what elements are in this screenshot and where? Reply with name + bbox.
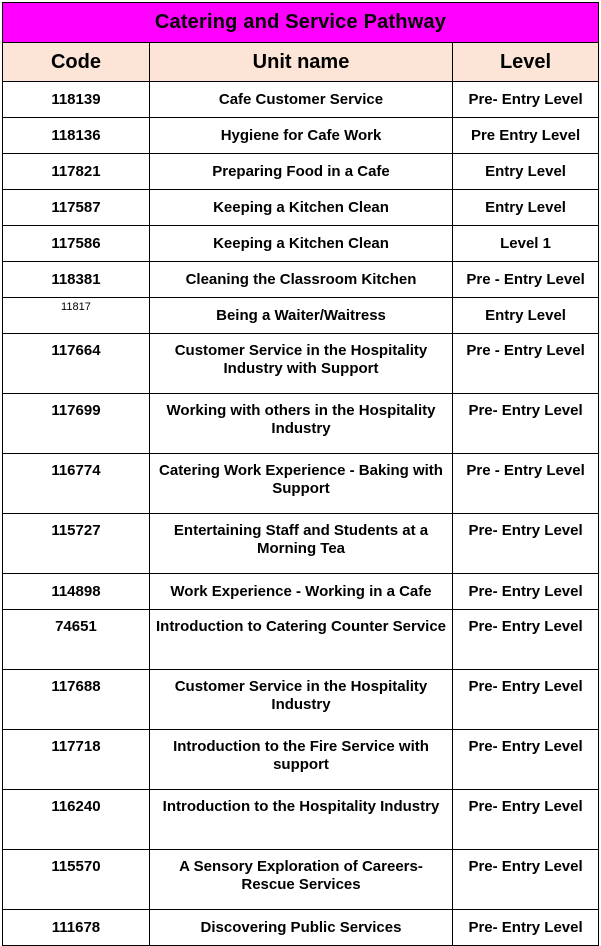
level-cell: Pre- Entry Level [453,394,599,454]
level-cell: Entry Level [453,190,599,226]
table-row [3,394,599,454]
table-row [3,850,599,910]
header-row [3,43,599,82]
table-title: Catering and Service Pathway [3,3,599,43]
code-cell: 111678 [3,910,150,946]
table-row [3,298,599,334]
level-cell: Pre- Entry Level [453,910,599,946]
table-row [3,610,599,670]
code-cell: 117586 [3,226,150,262]
code-cell: 117587 [3,190,150,226]
table-row [3,574,599,610]
level-cell: Pre Entry Level [453,118,599,154]
code-cell: 11817 [3,298,150,334]
level-cell: Pre - Entry Level [453,334,599,394]
table-row [3,514,599,574]
unit-name-cell: Working with others in the Hospitality Industry [149,394,452,454]
unit-name-cell: Introduction to Catering Counter Service [149,610,452,670]
level-cell: Pre- Entry Level [453,82,599,118]
table-row [3,790,599,850]
unit-name-cell: Cafe Customer Service [149,82,452,118]
unit-name-cell: Being a Waiter/Waitress [149,298,452,334]
title-row [3,3,599,43]
code-cell: 115727 [3,514,150,574]
table-row [3,262,599,298]
unit-name-cell: Customer Service in the Hospitality Industry [149,670,452,730]
code-cell: 117664 [3,334,150,394]
header-code: Code [3,43,150,82]
table-row [3,82,599,118]
table-row [3,190,599,226]
unit-name-cell: Preparing Food in a Cafe [149,154,452,190]
unit-name-cell: A Sensory Exploration of Careers- Rescue Services [149,850,452,910]
code-cell: 117718 [3,730,150,790]
code-cell: 115570 [3,850,150,910]
code-cell: 117699 [3,394,150,454]
level-cell: Pre- Entry Level [453,514,599,574]
table-row [3,910,599,946]
header-unit-name: Unit name [149,43,452,82]
unit-name-cell: Keeping a Kitchen Clean [149,190,452,226]
code-cell: 118381 [3,262,150,298]
table-row [3,730,599,790]
unit-name-cell: Discovering Public Services [149,910,452,946]
table-row [3,118,599,154]
unit-name-cell: Keeping a Kitchen Clean [149,226,452,262]
code-cell: 118136 [3,118,150,154]
table-row [3,334,599,394]
level-cell: Pre- Entry Level [453,610,599,670]
code-cell: 74651 [3,610,150,670]
code-cell: 118139 [3,82,150,118]
table-row [3,454,599,514]
table-row [3,154,599,190]
level-cell: Entry Level [453,154,599,190]
level-cell: Level 1 [453,226,599,262]
code-cell: 116774 [3,454,150,514]
code-cell: 117821 [3,154,150,190]
code-cell: 117688 [3,670,150,730]
unit-name-cell: Cleaning the Classroom Kitchen [149,262,452,298]
pathway-table [2,2,599,946]
table-row [3,226,599,262]
unit-name-cell: Hygiene for Cafe Work [149,118,452,154]
level-cell: Pre- Entry Level [453,790,599,850]
code-cell: 114898 [3,574,150,610]
level-cell: Pre - Entry Level [453,454,599,514]
header-level: Level [453,43,599,82]
unit-name-cell: Introduction to the Fire Service with support [149,730,452,790]
unit-name-cell: Customer Service in the Hospitality Industry with Support [149,334,452,394]
level-cell: Pre- Entry Level [453,730,599,790]
level-cell: Pre- Entry Level [453,850,599,910]
level-cell: Pre - Entry Level [453,262,599,298]
level-cell: Pre- Entry Level [453,574,599,610]
unit-name-cell: Entertaining Staff and Students at a Morning Tea [149,514,452,574]
code-cell: 116240 [3,790,150,850]
unit-name-cell: Introduction to the Hospitality Industry [149,790,452,850]
level-cell: Pre- Entry Level [453,670,599,730]
unit-name-cell: Catering Work Experience - Baking with Support [149,454,452,514]
table-row [3,670,599,730]
unit-name-cell: Work Experience - Working in a Cafe [149,574,452,610]
level-cell: Entry Level [453,298,599,334]
